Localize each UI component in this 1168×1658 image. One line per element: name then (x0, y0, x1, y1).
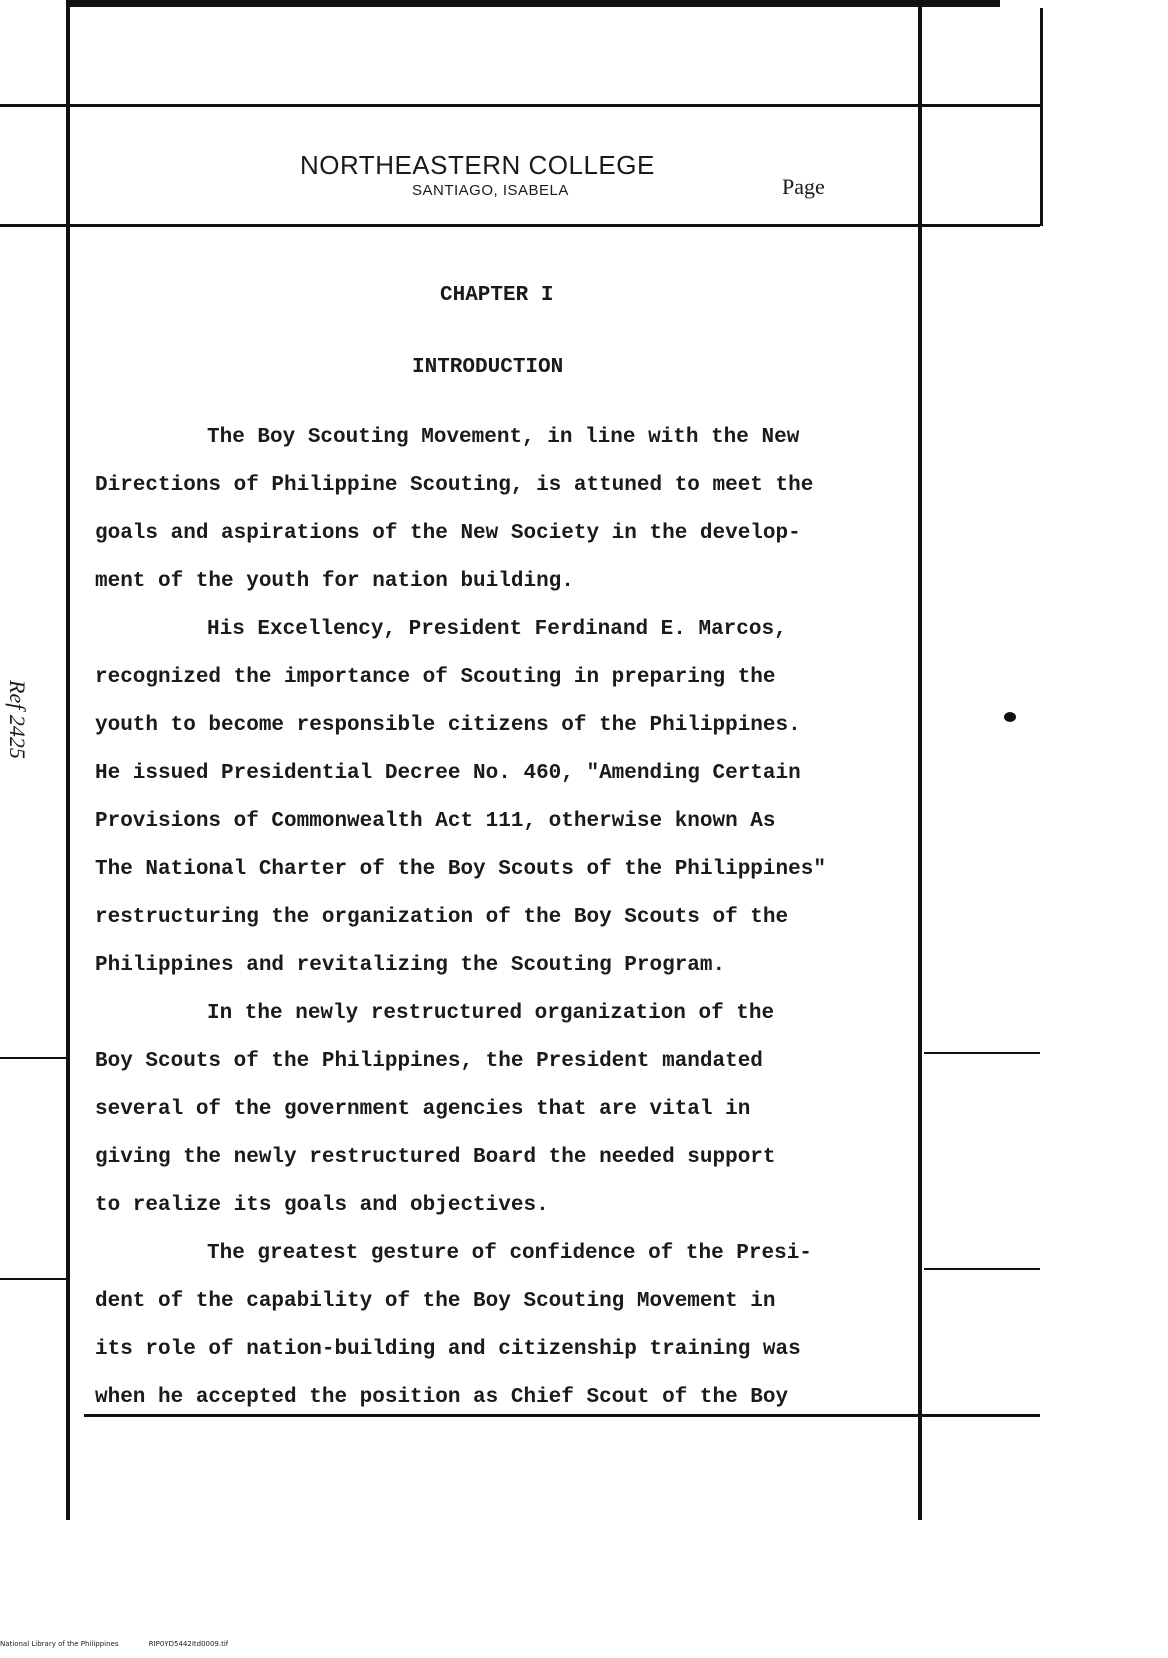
text-line: In the newly restructured organization of the (207, 1002, 775, 1025)
text-line: several of the government agencies that are vital in (95, 1098, 751, 1121)
text-line: Philippines and revitalizing the Scouting Program. (95, 954, 726, 977)
library-credit: National Library of the Philippines (0, 1640, 119, 1648)
text-line: The greatest gesture of confidence of the Presi- (207, 1242, 812, 1265)
text-line: He issued Presidential Decree No. 460, "Amending Certain (95, 762, 801, 785)
text-line: giving the newly restructured Board the needed support (95, 1146, 776, 1169)
left-vertical-rule (66, 0, 70, 1520)
chapter-heading: CHAPTER I (440, 284, 554, 307)
text-line: Boy Scouts of the Philippines, the President mandated (95, 1050, 763, 1073)
text-line: His Excellency, President Ferdinand E. Marcos, (207, 618, 787, 641)
text-line: recognized the importance of Scouting in preparing the (95, 666, 776, 689)
text-line: to realize its goals and objectives. (95, 1194, 549, 1217)
paragraph (95, 414, 925, 606)
section-title: INTRODUCTION (412, 356, 564, 379)
margin-annotation: Ref 2425 (5, 680, 30, 759)
text-line: goals and aspirations of the New Society in the develop- (95, 522, 801, 545)
left-tick-1 (0, 1057, 68, 1059)
header-top-rule (0, 104, 1040, 107)
text-line: when he accepted the position as Chief Scout of the Boy (95, 1386, 789, 1409)
text-line: dent of the capability of the Boy Scouting Movement in (95, 1290, 776, 1313)
text-line: ment of the youth for nation building. (95, 570, 574, 593)
text-line: youth to become responsible citizens of the Philippines. (95, 714, 801, 737)
left-tick-2 (0, 1278, 68, 1280)
ink-speck (1004, 712, 1016, 722)
paragraph (95, 606, 925, 990)
header-bottom-rule (0, 224, 1040, 227)
text-line: The Boy Scouting Movement, in line with the New (207, 426, 800, 449)
text-line: restructuring the organization of the Boy Scouts of the (95, 906, 789, 929)
text-line: Directions of Philippine Scouting, is attuned to meet the (95, 474, 814, 497)
right-tick-2 (924, 1268, 1040, 1270)
text-line: The National Charter of the Boy Scouts of the Philippines" (95, 858, 826, 881)
right-edge-rule (1040, 8, 1043, 226)
file-name: RIP0YD5442Itd0009.tif (148, 1640, 229, 1648)
top-border (66, 0, 1000, 7)
text-line: Provisions of Commonwealth Act 111, otherwise known As (95, 810, 776, 833)
college-location: SANTIAGO, ISABELA (412, 182, 569, 199)
paragraph (95, 1230, 925, 1422)
right-tick-1 (924, 1052, 1040, 1054)
page-label: Page (782, 174, 825, 199)
scan-footer (0, 1640, 256, 1648)
text-line: its role of nation-building and citizenship training was (95, 1338, 801, 1361)
college-name: NORTHEASTERN COLLEGE (300, 150, 655, 180)
paragraph (95, 990, 925, 1230)
